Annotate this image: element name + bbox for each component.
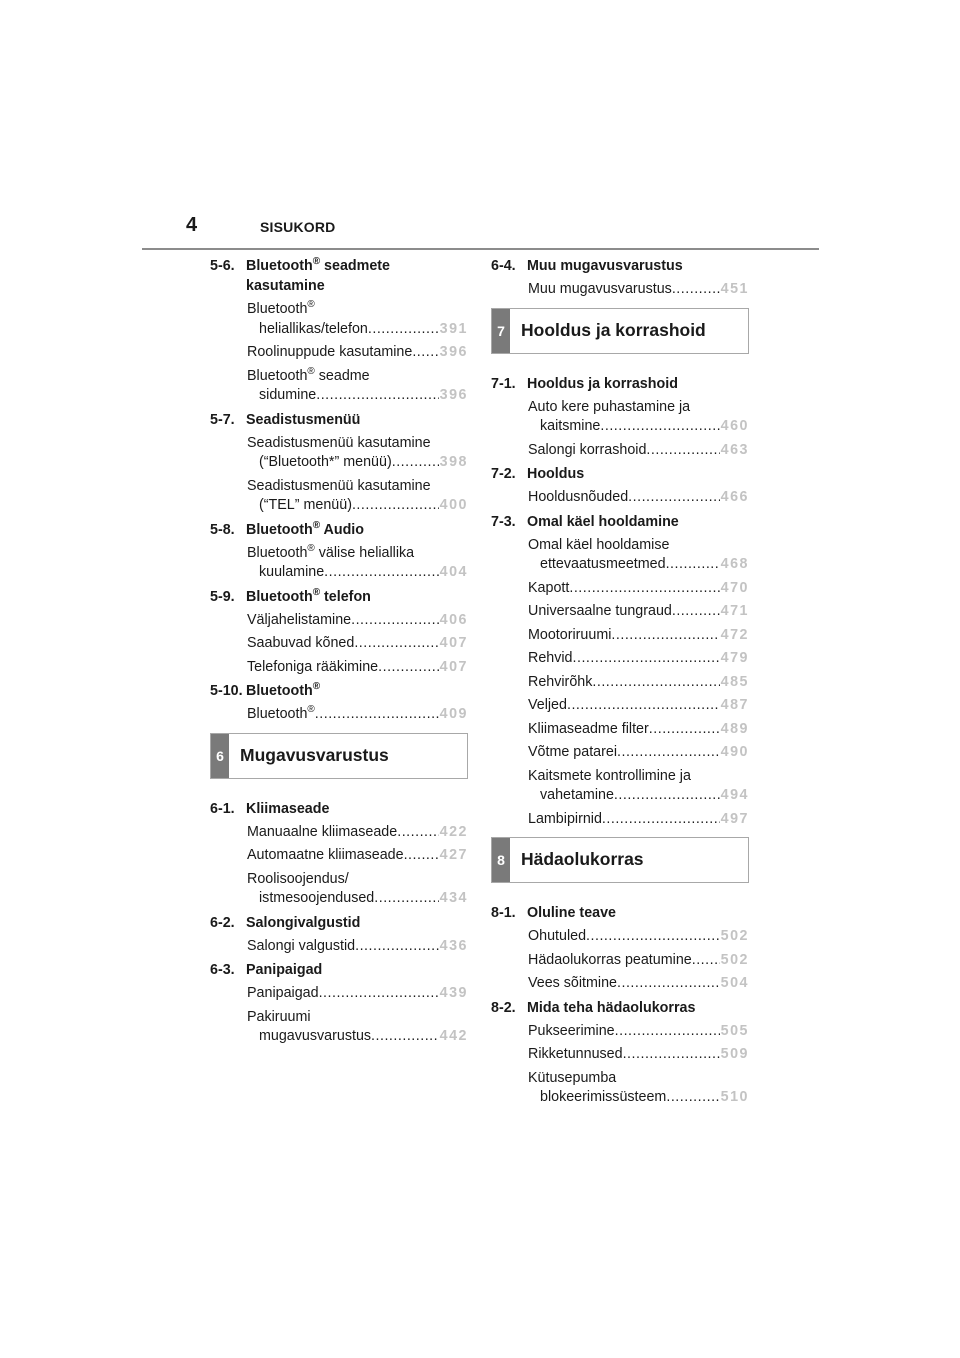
toc-entry[interactable]: Roolisoojendus/ istmesoojendused ..... 434: [247, 870, 468, 909]
page-ref[interactable]: 434: [439, 890, 468, 906]
toc-entry[interactable]: Universaalne tungraud ..... 471: [528, 602, 749, 622]
page-ref[interactable]: 396: [439, 387, 468, 403]
page-ref[interactable]: 471: [720, 603, 749, 619]
toc-entry[interactable]: Bluetooth® ..... 409: [247, 705, 468, 725]
toc-entry[interactable]: Kapott ..... 470: [528, 579, 749, 599]
toc-entry[interactable]: Panipaigad ..... 439: [247, 984, 468, 1004]
toc-entry[interactable]: Kliimaseadme filter ..... 489: [528, 720, 749, 740]
page-ref[interactable]: 427: [439, 847, 468, 863]
page-ref[interactable]: 485: [720, 673, 749, 690]
page-ref[interactable]: 489: [720, 720, 749, 737]
toc-entry[interactable]: Vees sõitmine ..... 504: [528, 974, 749, 994]
chapter-box-8[interactable]: [491, 837, 749, 883]
chapter-box-7[interactable]: [491, 308, 749, 354]
section-heading: 6-2. Salongivalgustid: [210, 914, 361, 931]
section-heading: 7-3. Omal käel hooldamine: [491, 513, 679, 530]
page-ref[interactable]: 407: [439, 658, 468, 675]
toc-entry[interactable]: Seadistusmenüü kasutamine (“TEL” menüü) ..... 400: [247, 477, 468, 516]
chapter-box-6[interactable]: [210, 733, 468, 779]
toc-entry[interactable]: Hädaolukorras peatumine ..... 502: [528, 951, 749, 971]
toc-entry[interactable]: Roolinuppude kasutamine ..... 396: [247, 343, 468, 363]
page-ref[interactable]: 490: [720, 744, 749, 760]
toc-entry[interactable]: Bluetooth® heliallikas/telefon ..... 391: [247, 300, 468, 339]
page-ref[interactable]: 409: [439, 706, 468, 722]
section-heading: 5-9. Bluetooth® telefon: [210, 586, 371, 605]
section-heading: 5-10. Bluetooth®: [210, 681, 321, 699]
section-heading: 6-3. Panipaigad: [210, 962, 323, 978]
page-ref[interactable]: 442: [439, 1028, 468, 1044]
toc-entry[interactable]: Bluetooth® seadme sidumine ..... 396: [247, 367, 468, 406]
section-heading: 5-7. Seadistusmenüü: [210, 411, 361, 428]
page-ref[interactable]: 502: [720, 951, 749, 968]
page-ref[interactable]: 468: [720, 556, 749, 572]
section-heading: 6-1. Kliimaseade: [210, 800, 330, 817]
section-heading: 7-1. Hooldus ja korrashoid: [491, 375, 678, 392]
section-heading: 5-8. Bluetooth® Audio: [210, 519, 365, 538]
page-ref[interactable]: 451: [720, 281, 749, 297]
page-number: 4: [186, 214, 198, 236]
page-ref[interactable]: 497: [720, 810, 749, 827]
page-ref[interactable]: 505: [720, 1022, 749, 1039]
page-ref[interactable]: 502: [720, 928, 749, 944]
chapter-number: 8: [492, 838, 510, 882]
page-ref[interactable]: 504: [720, 975, 749, 991]
chapter-number: 7: [492, 309, 510, 353]
toc-entry[interactable]: Pakiruumi mugavusvarustus ..... 442: [247, 1008, 468, 1047]
toc-entry[interactable]: Muu mugavusvarustus ..... 451: [528, 280, 749, 300]
toc-entry[interactable]: Pukseerimine ..... 505: [528, 1022, 749, 1042]
page-ref[interactable]: 509: [720, 1046, 749, 1062]
page-ref[interactable]: 494: [720, 787, 749, 803]
toc-entry[interactable]: Rehvirõhk ..... 485: [528, 673, 749, 693]
toc-entry[interactable]: Omal käel hooldamise ettevaatusmeetmed ..... 468: [528, 536, 749, 575]
toc-entry[interactable]: Mootoriruumi ..... 472: [528, 626, 749, 646]
page-header: [142, 214, 819, 250]
page-ref[interactable]: 436: [439, 937, 468, 954]
toc-entry[interactable]: Rehvid ..... 479: [528, 649, 749, 669]
toc-entry[interactable]: Manuaalne kliimaseade ..... 422: [247, 823, 468, 843]
page-ref[interactable]: 400: [439, 497, 468, 513]
page-ref[interactable]: 391: [439, 320, 468, 337]
chapter-title: Hädaolukorras: [521, 849, 644, 869]
section-heading: 7-2. Hooldus: [491, 466, 585, 482]
page-ref[interactable]: 460: [720, 418, 749, 434]
chapter-title: Hooldus ja korrashoid: [521, 319, 706, 340]
toc-entry[interactable]: Salongi valgustid ..... 436: [247, 937, 468, 957]
section-heading: 6-4. Muu mugavusvarustus: [491, 258, 683, 274]
toc-entry[interactable]: Lambipirnid ..... 497: [528, 810, 749, 830]
toc-entry[interactable]: Kaitsmete kontrollimine ja vahetamine ..... 494: [528, 767, 749, 806]
toc-entry[interactable]: Telefoniga rääkimine ..... 407: [247, 658, 468, 678]
page-ref[interactable]: 463: [720, 441, 749, 458]
toc-entry[interactable]: Ohutuled ..... 502: [528, 927, 749, 947]
toc-column-right: [491, 256, 749, 1112]
toc-entry[interactable]: Auto kere puhastamine ja kaitsmine ..... 460: [528, 398, 749, 437]
page-ref[interactable]: 396: [439, 344, 468, 360]
section-heading: 5-6. Bluetooth® seadmete kasutamine: [210, 256, 391, 294]
section-heading: 8-1. Oluline teave: [491, 905, 616, 921]
toc-entry[interactable]: Bluetooth® välise heliallika kuulamine ..... 404: [247, 544, 468, 583]
page-ref[interactable]: 398: [439, 454, 468, 470]
toc-column-left: [210, 256, 468, 1051]
toc-entry[interactable]: Võtme patarei ..... 490: [528, 743, 749, 763]
toc-entry[interactable]: Kütusepumba blokeerimissüsteem ..... 510: [528, 1069, 749, 1108]
toc-entry[interactable]: Hooldusnõuded ..... 466: [528, 488, 749, 508]
chapter-title: Mugavusvarustus: [240, 744, 389, 765]
toc-entry[interactable]: Seadistusmenüü kasutamine (“Bluetooth*” menüü) ..... 398: [247, 434, 468, 473]
page-ref[interactable]: 404: [439, 564, 468, 580]
chapter-number: 6: [211, 734, 229, 778]
page-ref[interactable]: 406: [439, 611, 468, 628]
page-ref[interactable]: 407: [439, 635, 468, 651]
toc-entry[interactable]: Rikketunnused ..... 509: [528, 1045, 749, 1065]
page-ref[interactable]: 439: [439, 985, 468, 1001]
page-title: SISUKORD: [260, 219, 336, 235]
toc-entry[interactable]: Saabuvad kõned ..... 407: [247, 634, 468, 654]
toc-entry[interactable]: Automaatne kliimaseade ..... 427: [247, 846, 468, 866]
page-ref[interactable]: 510: [720, 1089, 749, 1105]
page-ref[interactable]: 472: [720, 626, 749, 643]
page-ref[interactable]: 422: [439, 823, 468, 840]
toc-entry[interactable]: Väljahelistamine ..... 406: [247, 611, 468, 631]
page-ref[interactable]: 479: [720, 650, 749, 666]
page-ref[interactable]: 470: [720, 579, 749, 596]
section-heading: 8-2. Mida teha hädaolukorras: [491, 999, 696, 1016]
toc-entry[interactable]: Veljed ..... 487: [528, 696, 749, 716]
page-ref[interactable]: 466: [720, 489, 749, 505]
toc-entry[interactable]: Salongi korrashoid ..... 463: [528, 441, 749, 461]
page-ref[interactable]: 487: [720, 697, 749, 713]
